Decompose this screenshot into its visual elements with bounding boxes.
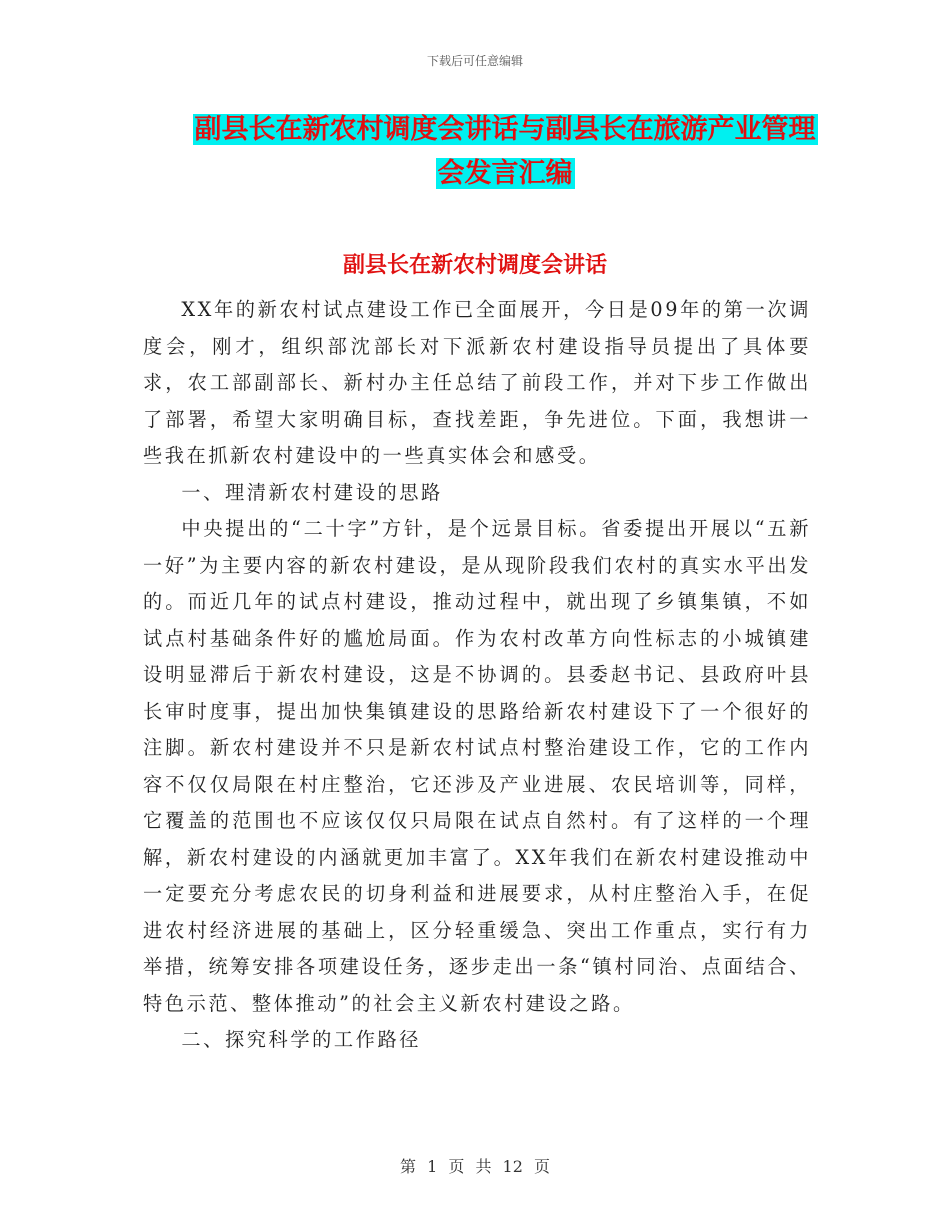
document-title-text: 副县长在新农村调度会讲话与副县长在旅游产业管理会发言汇编 bbox=[194, 114, 816, 189]
paragraph-body: 中央提出的“二十字”方针，是个远景目标。省委提出开展以“五新一好”为主要内容的新农村建设，是从现阶段我们农村的真实水平出发的。而近几年的试点村建设，推动过程中，就出现了乡镇集镇，不如试点村基础条件好的尴尬局面。作为农村改革方向性标志的小城镇建设明显滞后于新农村建设，这是不协调的。县委赵书记、县政府叶县长审时度事，提出加快集镇建设的思路给新农村建设下了一个很好的注脚。新农村建设并不只是新农村试点村整治建设工作，它的工作内容不仅仅局限在村庄整治，它还涉及产业进展、农民培训等，同样，它覆盖的范围也不应该仅仅只局限在试点自然村。有了这样的一个理解，新农村建设的内涵就更加丰富了。XX年我们在新农村建设推动中一定要充分考虑农民的切身利益和进展要求，从村庄整治入手，在促进农村经济进展的基础上，区分轻重缓急、突出工作重点，实行有力举措，统筹安排各项建设任务，逐步走出一条“镇村同治、点面结合、特色示范、整体推动”的社会主义新农村建设之路。 bbox=[143, 517, 811, 1015]
document-body bbox=[143, 292, 811, 1059]
section-title: 副县长在新农村调度会讲话 bbox=[342, 253, 607, 278]
page-header: 下载后可任意编辑 bbox=[426, 54, 523, 68]
page-number: 第 1 页 共 12 页 bbox=[400, 1157, 550, 1176]
document-title bbox=[190, 108, 820, 196]
heading-one: 一、理清新农村建设的思路 bbox=[181, 480, 443, 504]
paragraph-intro: XX年的新农村试点建设工作已全面展开，今日是09年的第一次调度会，刚才，组织部沈部长对下派新农村建设指导员提出了具体要求，农工部副部长、新村办主任总结了前段工作，并对下步工作做出了部署，希望大家明确目标，查找差距，争先进位。下面，我想讲一些我在抓新农村建设中的一些真实体会和感受。 bbox=[143, 298, 811, 467]
heading-two: 二、探究科学的工作路径 bbox=[181, 1028, 422, 1051]
